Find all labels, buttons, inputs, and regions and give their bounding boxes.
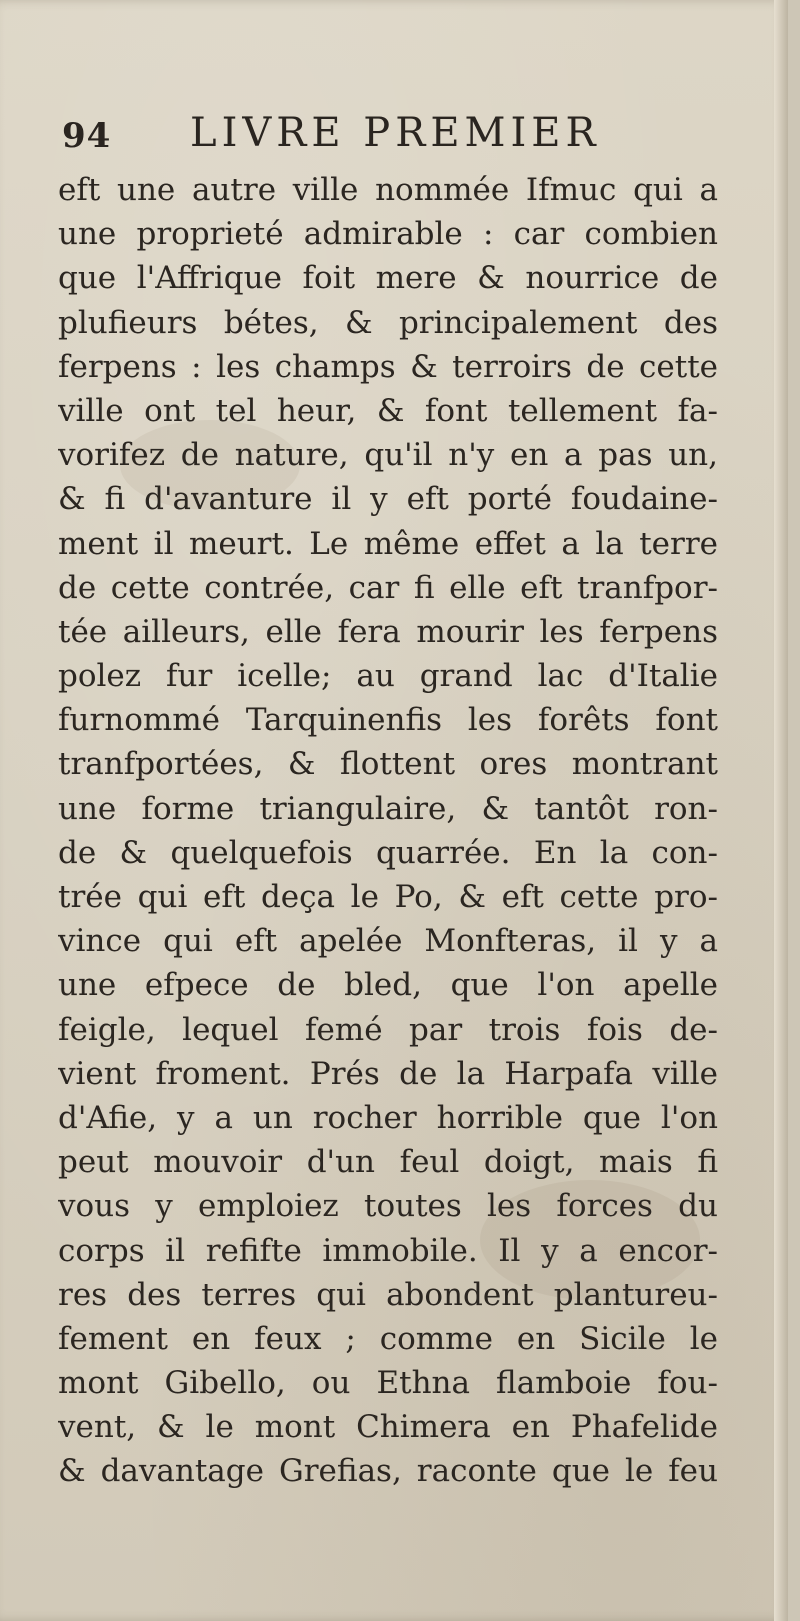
text-line: vince qui eft apelée Monfteras, il y a <box>58 923 718 960</box>
text-line: ville ont tel heur, & font tellement fa- <box>58 392 718 429</box>
text-line: & fi d'avanture il y eft porté foudaine- <box>58 481 718 518</box>
text-line: que l'Affrique foit mere & nourrice de <box>58 260 718 297</box>
text-line: une forme triangulaire, & tantôt ron- <box>58 790 718 827</box>
text-line: une efpece de bled, que l'on apelle <box>58 967 718 1004</box>
text-line: de cette contrée, car fi elle eft tranfpor- <box>58 569 718 606</box>
text-line: & davantage Grefias, raconte que le feu <box>58 1453 718 1490</box>
text-line: de & quelquefois quarrée. En la con- <box>58 834 718 871</box>
text-line: trée qui eft deça le Po, & eft cette pro- <box>58 879 718 915</box>
text-line: vorifez de nature, qu'il n'y en a pas un, <box>58 437 718 474</box>
text-line: furnommé Tarquinenfis les forêts font <box>58 702 718 739</box>
text-line: peut mouvoir d'un feul doigt, mais fi <box>58 1144 718 1181</box>
page-edge <box>774 0 788 1621</box>
text-line: tranfportées, & flottent ores montrant <box>58 746 718 783</box>
text-line: eft une autre ville nommée Ifmuc qui a <box>58 172 718 208</box>
running-title: LIVRE PREMIER <box>190 110 601 156</box>
page-header <box>62 110 702 170</box>
text-line: vous y emploiez toutes les forces du <box>58 1188 718 1225</box>
text-block <box>58 168 718 1494</box>
text-line: ment il meurt. Le même effet a la terre <box>58 525 718 562</box>
text-line: vient froment. Prés de la Harpafa ville <box>58 1055 718 1092</box>
text-line: vent, & le mont Chimera en Phafelide <box>58 1409 718 1446</box>
text-line: une proprieté admirable : car combien <box>58 216 718 253</box>
page-number: 94 <box>62 116 112 156</box>
text-line: feigle, lequel femé par trois fois de- <box>58 1011 718 1048</box>
text-line: fement en feux ; comme en Sicile le <box>58 1320 718 1357</box>
text-line: plufieurs bétes, & principalement des <box>58 304 718 341</box>
text-line: res des terres qui abondent plantureu- <box>58 1276 718 1313</box>
text-line: polez fur icelle; au grand lac d'Italie <box>58 658 718 695</box>
text-line: tée ailleurs, elle fera mourir les ferpens <box>58 613 718 650</box>
text-line: corps il refifte immobile. Il y a encor- <box>58 1232 718 1269</box>
text-line: mont Gibello, ou Ethna flamboie fou- <box>58 1365 718 1402</box>
text-line: d'Afie, y a un rocher horrible que l'on <box>58 1099 718 1136</box>
text-line: ferpens : les champs & terroirs de cette <box>58 348 718 385</box>
